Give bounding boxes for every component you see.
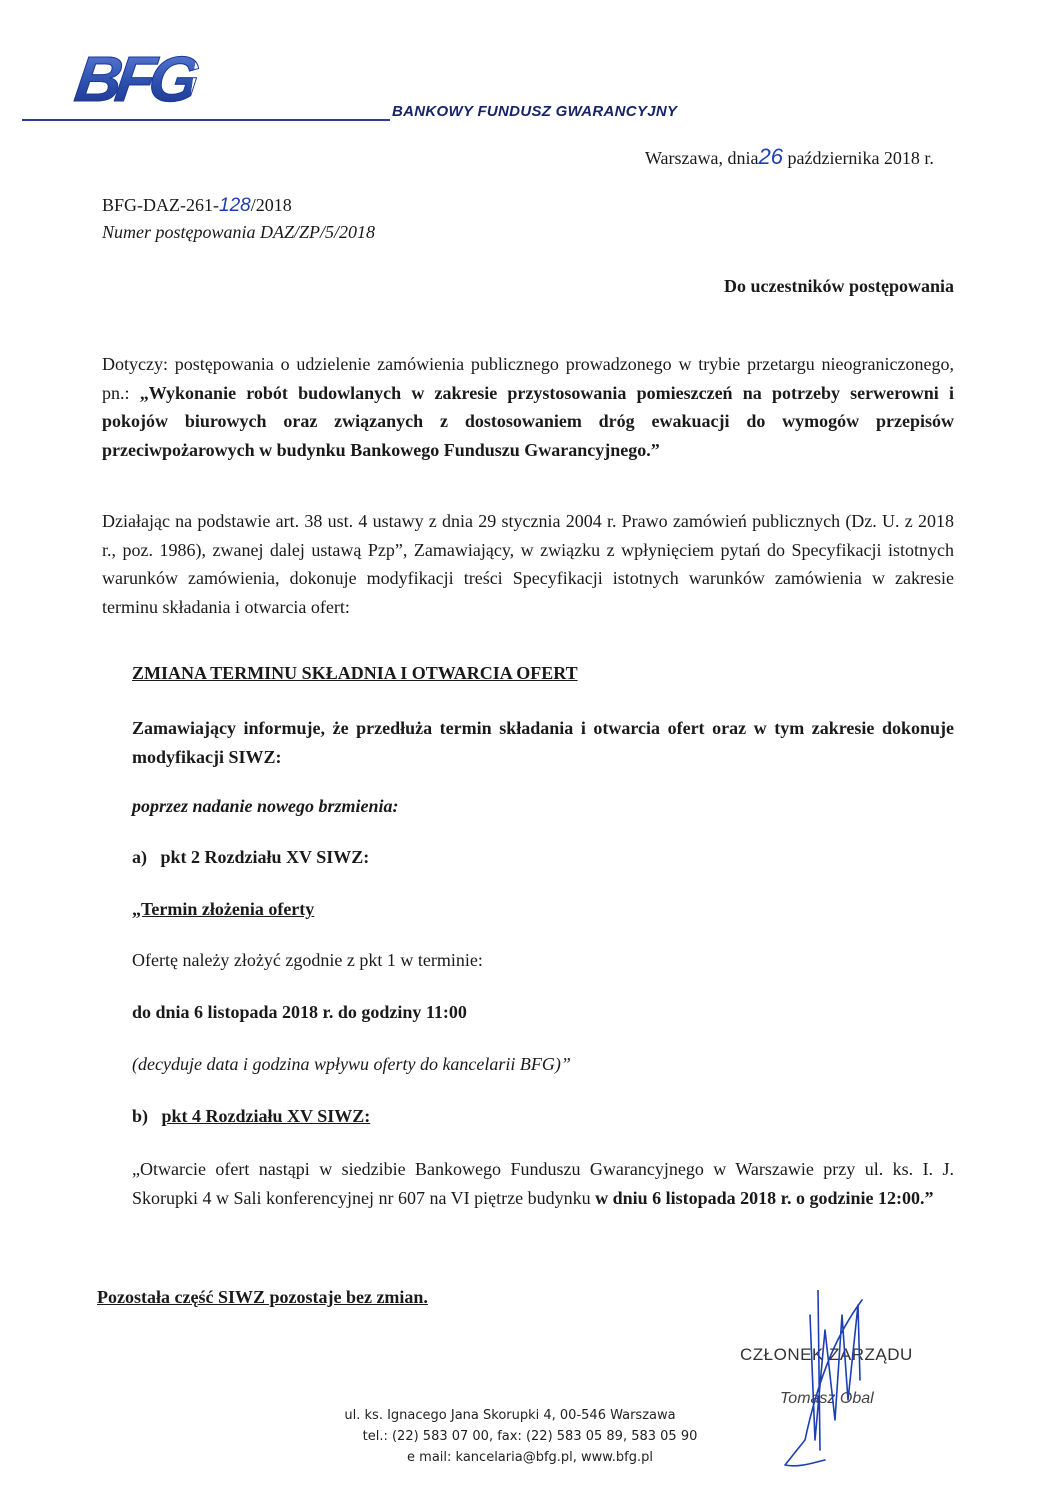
item-b-date: w dniu 6 listopada 2018 r. o godzinie 12:00.”	[595, 1187, 934, 1208]
procedure-number: Numer postępowania DAZ/ZP/5/2018	[102, 222, 376, 242]
bfg-logo	[70, 43, 214, 115]
item-a-marker: a)	[132, 847, 147, 867]
handwritten-reference: 128	[219, 195, 251, 216]
organization-name: BANKOWY FUNDUSZ GWARANCYJNY	[392, 103, 678, 120]
item-b-label: pkt 4 Rozdziału XV SIWZ:	[161, 1106, 371, 1126]
body-paragraph: Działając na podstawie art. 38 ust. 4 ustawy z dnia 29 stycznia 2004 r. Prawo zamówień publicznych (Dz. U. z 2018 r., poz. 1986), zwanej dalej ustawą Pzp”, Zamawiający, w związku z wpłynięciem pytań do Specyfikacji istotnych warunków zamówienia, dokonuje modyfikacji treści Specyfikacji istotnych warunków zamówienia w zakresie terminu składania i otwarcia ofert:	[102, 511, 954, 617]
item-a-label: pkt 2 Rozdziału XV SIWZ:	[160, 847, 370, 867]
subject-title: „Wykonanie robót budowlanych w zakresie przystosowania pomieszczeń na potrzeby serwerowni i pokojów biurowych oraz związanych z dostosowaniem dróg ewakuacji do wymogów przepisów przeciwpożarowych w budynku Bankowego Funduszu Gwarancyjnego.”	[102, 382, 954, 460]
date-prefix: Warszawa, dnia	[645, 148, 759, 168]
date-suffix: października 2018 r.	[787, 148, 934, 168]
item-a-deadline: do dnia 6 listopada 2018 r. do godziny 11:00	[132, 1002, 467, 1022]
handwritten-signature-icon	[780, 1290, 890, 1480]
bfg-logo-text: BFG	[70, 43, 199, 115]
reference-number	[102, 195, 292, 217]
item-b-paragraph	[132, 1155, 954, 1212]
signatory-name: Tomasz Obal	[780, 1390, 874, 1407]
section-info: Zamawiający informuje, że przedłuża termin składania i otwarcia ofert oraz w tym zakresie dokonuje modyfikacji SIWZ:	[132, 718, 954, 767]
item-b-heading	[132, 1106, 370, 1127]
subject-intro: Dotyczy: postępowania o udzielenie zamówienia publicznego prowadzonego w trybie przetargu nieograniczonego, pn.:	[102, 354, 954, 403]
header-rule	[22, 119, 390, 121]
item-a-note: (decyduje data i godzina wpływu oferty do kancelarii BFG)”	[132, 1054, 571, 1074]
reference-prefix: BFG-DAZ-261-	[102, 195, 219, 215]
closing-note: Pozostała część SIWZ pozostaje bez zmian.	[97, 1287, 428, 1307]
item-a-subheading: „Termin złożenia oferty	[132, 899, 315, 919]
subject-paragraph	[102, 350, 954, 464]
new-wording-label: poprzez nadanie nowego brzmienia:	[132, 796, 399, 816]
footer-address: ul. ks. Ignacego Jana Skorupki 4, 00-546 Warszawa	[344, 1408, 676, 1423]
item-b-text: „Otwarcie ofert nastąpi w siedzibie Bankowego Funduszu Gwarancyjnego w Warszawie przy ul. ks. I. J. Skorupki 4 w Sali konferencyjnej nr 607 na VI piętrze budynku	[132, 1159, 954, 1208]
item-b-marker: b)	[132, 1106, 149, 1126]
footer-contact: e mail: kancelaria@bfg.pl, www.bfg.pl	[407, 1450, 653, 1465]
addressee: Do uczestników postępowania	[723, 276, 954, 296]
handwritten-day: 26	[758, 144, 783, 169]
section-title: ZMIANA TERMINU SKŁADNIA I OTWARCIA OFERT	[132, 663, 578, 683]
footer-phones: tel.: (22) 583 07 00, fax: (22) 583 05 89, 583 05 90	[362, 1429, 698, 1444]
footer-address-block	[300, 1405, 720, 1468]
signatory-title: CZŁONEK ZARZĄDU	[740, 1345, 913, 1364]
item-a-heading	[132, 847, 369, 868]
item-a-text: Ofertę należy złożyć zgodnie z pkt 1 w terminie:	[132, 950, 483, 970]
date-line	[645, 144, 934, 170]
reference-suffix: /2018	[250, 195, 292, 215]
